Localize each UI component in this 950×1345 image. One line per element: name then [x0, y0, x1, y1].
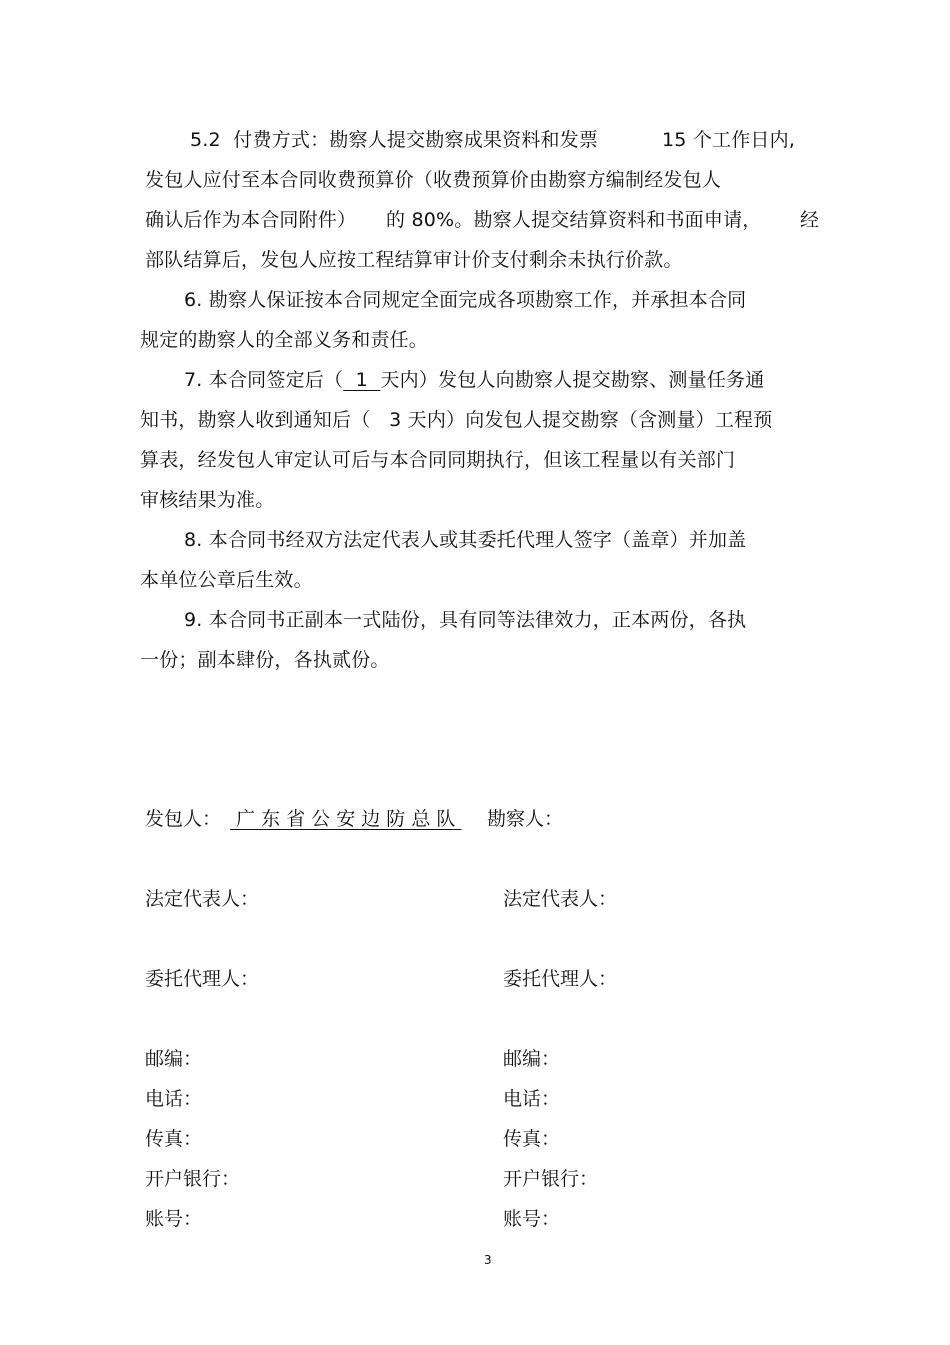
- clause-5-2-line-3c: 经: [800, 209, 820, 231]
- clause-9-line-2: 一份；副本肆份，各执贰份。: [140, 649, 390, 671]
- surveyor-legal-rep-label: 法定代表人：: [503, 888, 618, 910]
- surveyor-fax-label: 传真：: [503, 1128, 561, 1150]
- surveyor-account-label: 账号：: [503, 1208, 561, 1230]
- clause-5-2-line-3b: 的 80%。勘察人提交结算资料和书面申请，: [386, 209, 762, 231]
- employer-legal-rep-label: 法定代表人：: [145, 888, 260, 910]
- clause-7-days-blank: 1: [343, 369, 381, 391]
- employer-bank-label: 开户银行：: [145, 1168, 241, 1190]
- employer-label: 发包人：: [145, 808, 222, 830]
- employer-name: 广 东 省 公 安 边 防 总 队: [230, 808, 462, 830]
- clause-5-2-line-1b: 15 个工作日内,: [662, 129, 796, 151]
- employer-agent-label: 委托代理人：: [145, 968, 260, 990]
- surveyor-label: 勘察人：: [487, 808, 564, 830]
- clause-9-line-1: 9. 本合同书正副本一式陆份，具有同等法律效力，正本两份，各执: [184, 609, 747, 631]
- clause-6-line-2: 规定的勘察人的全部义务和责任。: [140, 329, 429, 351]
- surveyor-phone-label: 电话：: [503, 1088, 561, 1110]
- clause-7-line-3: 算表，经发包人审定认可后与本合同同期执行，但该工程量以有关部门: [140, 449, 736, 471]
- employer-account-label: 账号：: [145, 1208, 203, 1230]
- employer-postcode-label: 邮编：: [145, 1048, 203, 1070]
- clause-6-line-1: 6. 勘察人保证按本合同规定全面完成各项勘察工作，并承担本合同: [184, 289, 747, 311]
- surveyor-agent-label: 委托代理人：: [503, 968, 618, 990]
- clause-5-2-line-3a: 确认后作为本合同附件）: [145, 209, 357, 231]
- clause-7-line-1b: 天内）发包人向勘察人提交勘察、测量任务通: [380, 369, 765, 391]
- clause-8-line-2: 本单位公章后生效。: [140, 569, 313, 591]
- employer-phone-label: 电话：: [145, 1088, 203, 1110]
- surveyor-postcode-label: 邮编：: [503, 1048, 561, 1070]
- surveyor-bank-label: 开户银行：: [503, 1168, 599, 1190]
- clause-5-2-line-2: 发包人应付至本合同收费预算价（收费预算价由勘察方编制经发包人: [145, 169, 722, 191]
- clause-5-2-line-4: 部队结算后，发包人应按工程结算审计价支付剩余未执行价款。: [145, 249, 683, 271]
- clause-7-line-4: 审核结果为准。: [140, 489, 275, 511]
- clause-7-line-1: [184, 367, 764, 393]
- clause-7-line-2: 知书，勘察人收到通知后（ 3 天内）向发包人提交勘察（含测量）工程预: [140, 409, 773, 431]
- clause-5-2-line-1a: 5.2 付费方式：勘察人提交勘察成果资料和发票: [190, 129, 599, 151]
- employer-fax-label: 传真：: [145, 1128, 203, 1150]
- clause-7-line-1a: 7. 本合同签定后（: [184, 369, 344, 391]
- clause-8-line-1: 8. 本合同书经双方法定代表人或其委托代理人签字（盖章）并加盖: [184, 529, 747, 551]
- page-number: 3: [484, 1253, 492, 1267]
